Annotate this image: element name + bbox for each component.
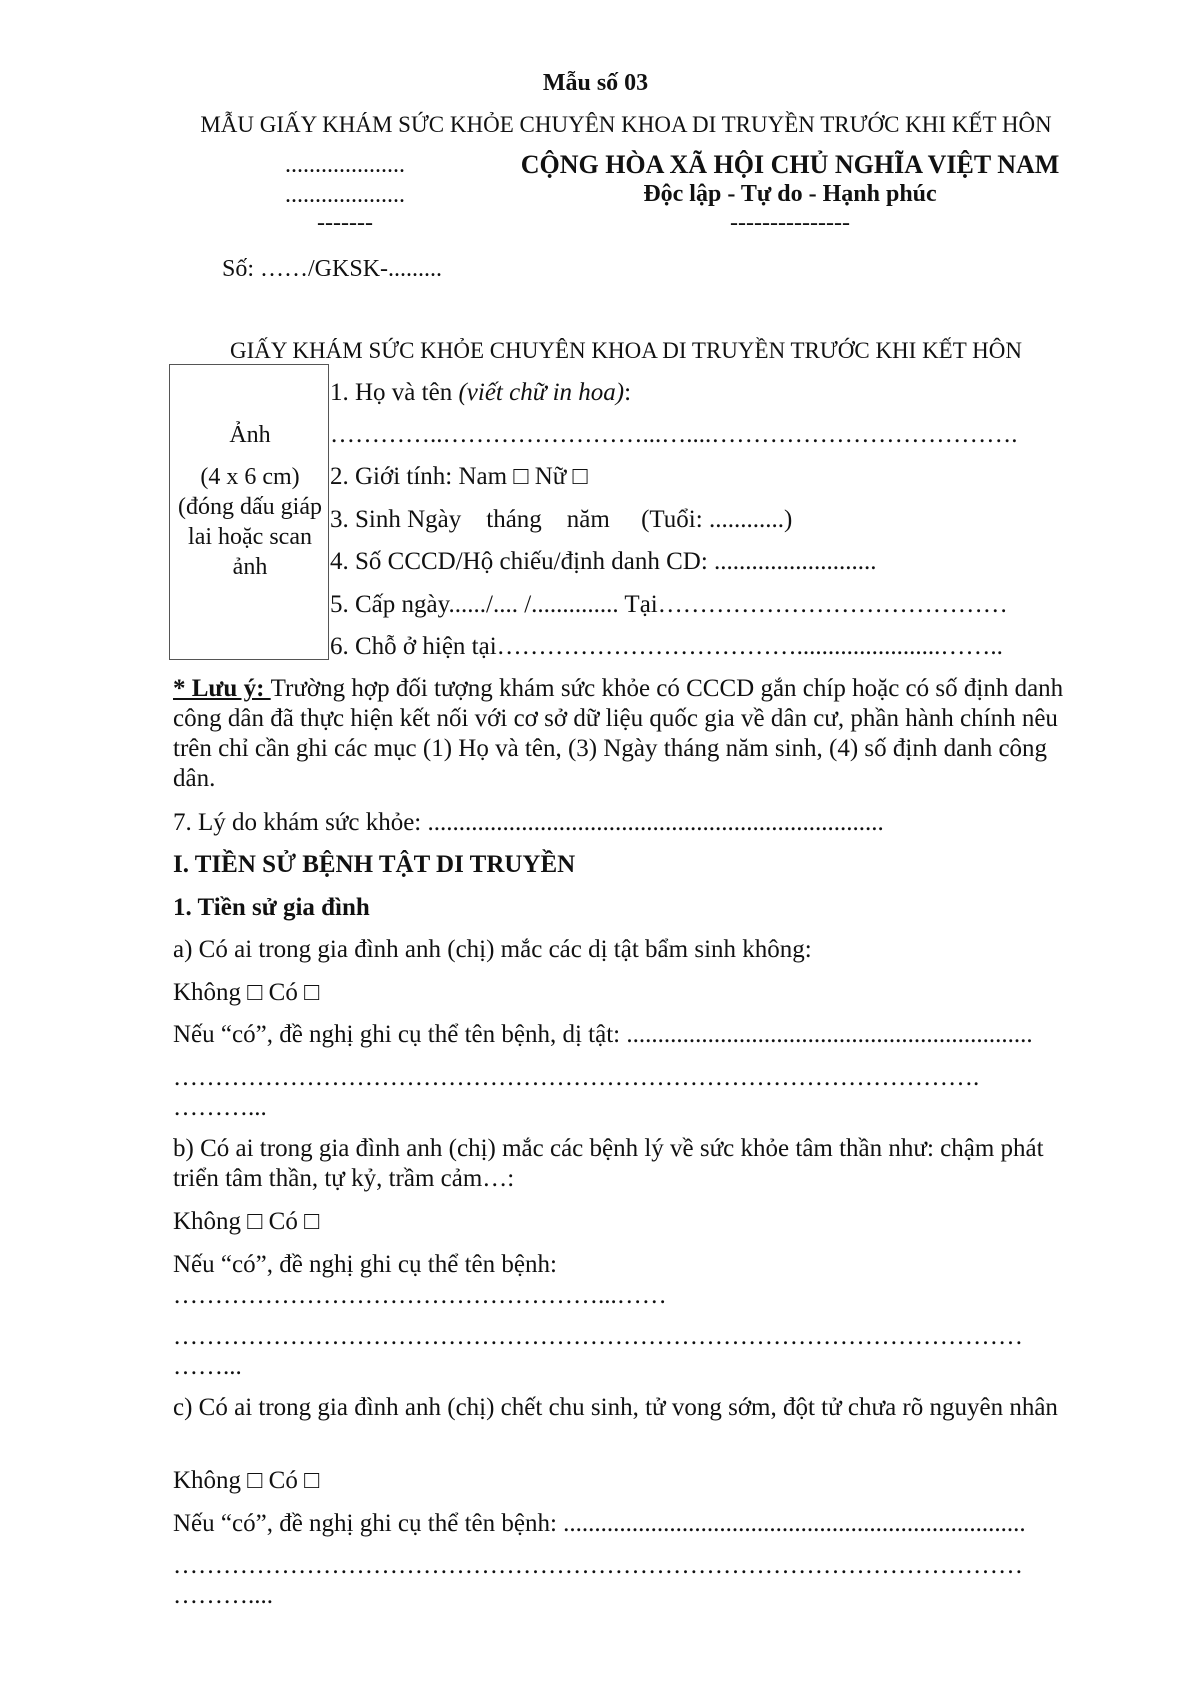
question-a-choice: Không □ Có □ [173,979,320,1006]
photo-size: (4 x 6 cm) [200,464,300,490]
form-title: MẪU GIẤY KHÁM SỨC KHỎE CHUYÊN KHOA DI TRUYỀN TRƯỚC KHI KẾT HÔN [200,112,1052,137]
photo-label: Ảnh [229,422,271,448]
question-a-detail: Nếu “có”, đề nghị ghi cụ thể tên bệnh, dị tật: ................................................................. [173,1021,1033,1048]
field-gender: 2. Giới tính: Nam □ Nữ □ [330,463,588,490]
question-c-detail: Nếu “có”, đề nghị ghi cụ thể tên bệnh: .......................................................................... [173,1510,1026,1537]
nation-title: CỘNG HÒA XÃ HỘI CHỦ NGHĨA VIỆT NAM [520,150,1060,179]
field-residence: 6. Chỗ ở hiện tại……………………………….......................…….. [330,633,1003,660]
section-title: I. TIỀN SỬ BỆNH TẬT DI TRUYỀN [173,851,576,878]
question-b: b) Có ai trong gia đình anh (chị) mắc các bệnh lý về sức khỏe tâm thần như: chậm phát triển tâm thần, tự kỷ, trầm cảm…: [173,1135,1044,1192]
document-title: GIẤY KHÁM SỨC KHỎE CHUYÊN KHOA DI TRUYỀN TRƯỚC KHI KẾT HÔN [230,338,1022,363]
question-b-dots-2: ………………………………………………………………………………………… [173,1323,1023,1350]
reason-field: 7. Lý do khám sức khỏe: ......................................................................... [173,809,884,836]
field-id-number: 4. Số CCCD/Hộ chiếu/định danh CD: .......................... [330,548,877,575]
org-dash: ------- [317,210,373,236]
photo-note-3: ảnh [232,554,268,580]
section-subtitle: 1. Tiền sử gia đình [173,894,370,921]
photo-note-1: (đóng dấu giáp [178,494,322,520]
question-c-choice: Không □ Có □ [173,1467,320,1494]
photo-note-2: lai hoặc scan [188,524,312,550]
motto-dash: --------------- [730,210,850,236]
org-line-2: .................... [285,182,405,208]
field-name [330,378,631,408]
question-a-dots-1: ……………………………………………………………………………………. [173,1064,980,1091]
question-a: a) Có ai trong gia đình anh (chị) mắc các dị tật bẩm sinh không: [173,936,812,963]
question-c-dots-1: ………………………………………………………………………………………… [173,1552,1023,1579]
question-b-dots-3: ……... [173,1353,242,1380]
field-name-label: 1. Họ và tên [330,379,459,406]
question-c: c) Có ai trong gia đình anh (chị) chết chu sinh, tử vong sớm, đột tử chưa rõ nguyên nhân [173,1394,1058,1421]
motto: Độc lập - Tự do - Hạnh phúc [643,181,937,207]
photo-placeholder [169,364,329,660]
question-a-dots-2: ………... [173,1094,267,1121]
question-b-dots-1: ……………………………………………...…… [173,1282,667,1309]
field-birth: 3. Sinh Ngày tháng năm (Tuổi: ............) [330,506,793,533]
question-b-choice: Không □ Có □ [173,1208,320,1235]
field-name-dots: …………..……………………...…....………………………………. [330,421,1018,448]
note-paragraph [173,674,1088,794]
question-b-detail: Nếu “có”, đề nghị ghi cụ thể tên bệnh: [173,1251,557,1278]
note-text: Trường hợp đối tượng khám sức khỏe có CCCD gắn chíp hoặc có số định danh công dân đã thực hiện kết nối với cơ sở dữ liệu quốc gia về dân cư, phần hành chính nêu trên chỉ cần ghi các mục (1) Họ và tên, (3) Ngày tháng năm sinh, (4) số định danh công dân. [173,675,1064,792]
form-number: Mẫu số 03 [542,70,649,96]
note-label: * Lưu ý: [173,675,271,702]
field-name-colon: : [624,379,632,406]
question-c-dots-2: ……….... [173,1582,273,1609]
document-number: Số: ……/GKSK-......... [222,256,443,282]
org-line-1: .................... [285,152,405,178]
field-issue-date: 5. Cấp ngày....../.... /.............. Tại…………………………………… [330,591,1008,618]
field-name-hint: (viết chữ in hoa) [458,379,625,406]
